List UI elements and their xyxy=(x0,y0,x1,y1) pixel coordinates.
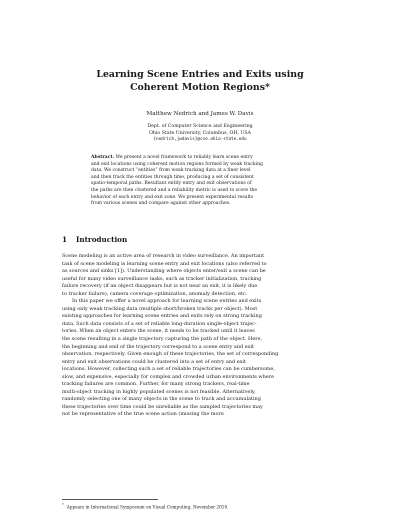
affiliation-university: Ohio State University, Columbus, OH, USA xyxy=(149,130,251,136)
abstract-line: the paths are then clustered and a reliability metric is used to score the xyxy=(91,187,258,193)
body-line: not be representative of the true scene action (missing the more xyxy=(62,411,224,418)
body-line: useful for many video surveillance tasks, such as tracker initialization, tracking xyxy=(62,275,262,282)
body-line: randomly selecting one of many objects in the scene to track and accumulating xyxy=(62,396,261,403)
body-line: slow, and expensive, especially for complex and crowded urban environments where xyxy=(62,373,275,380)
body-line: Scene modeling is an active area of research in video surveillance. An important xyxy=(62,253,265,259)
section-number: 1 xyxy=(62,235,68,244)
abstract-label: Abstract. xyxy=(91,155,115,160)
footnote-mark: * xyxy=(62,503,64,507)
body-line: multi-object tracking in highly populated scenes is not feasible. Alternatively, xyxy=(62,388,256,395)
footnote xyxy=(62,502,228,510)
footnote-rule xyxy=(62,499,158,500)
body-line: In this paper we offer a novel approach for learning scene entries and exits xyxy=(72,298,262,305)
abstract-line: behavior of each entry and exit zone. We present experimental results xyxy=(91,194,254,200)
abstract-line: spatio-temporal paths. Resultant entity entry and exit observations of xyxy=(91,181,252,187)
paragraph-2 xyxy=(62,298,338,419)
abstract-line xyxy=(91,155,309,162)
body-line: the scene resulting in a single trajectory capturing the path of the object. Here, xyxy=(62,336,263,343)
abstract-line-text: We present a novel framework to reliably learn scene entry xyxy=(115,155,253,160)
footnote-text: Appears in International Symposium on Visual Computing, November 2010. xyxy=(66,504,229,510)
abstract-line: data. We construct “entities” from weak tracking data at a finer level xyxy=(91,168,251,174)
paper-title xyxy=(0,69,400,94)
body-line: failure recovery (if an object disappears but is not near an exit, it is likely due xyxy=(62,283,258,290)
paragraph-1 xyxy=(62,253,338,298)
body-line: observation, respectively. Given enough of these trajectories, the set of corresponding xyxy=(62,351,279,358)
abstract-line: and then track the entities through time, producing a set of consistent xyxy=(91,174,254,180)
abstract-line: and exit locations using coherent motion regions formed by weak tracking xyxy=(91,161,263,167)
affiliation-dept: Dept. of Computer Science and Engineering xyxy=(147,124,253,129)
title-line-1: Learning Scene Entries and Exits using xyxy=(96,69,304,80)
body-line: entry and exit observations could be clustered into a set of entry and exit xyxy=(62,358,246,365)
title-line-2: Coherent Motion Regions* xyxy=(130,81,270,93)
abstract xyxy=(91,155,309,208)
body-line: as sources and sinks [1]). Understanding where objects enter/exit a scene can be xyxy=(62,268,266,275)
body-line: locations. However, collecting such a set of reliable trajectories can be cumbersome, xyxy=(62,366,275,373)
body-line: tracking failures are common. Further, for many strong trackers, real-time xyxy=(62,381,250,388)
abstract-line: from various scenes and compare against other approaches. xyxy=(91,201,231,207)
section-title: Introduction xyxy=(76,235,128,244)
body-line: using only weak tracking data (multiple short/broken tracks per object). Most xyxy=(62,305,258,312)
body-line: task of scene modeling is learning scene entry and exit locations (also referred to xyxy=(62,260,267,267)
body-line: the beginning and end of the trajectory correspond to a scene entry and exit xyxy=(62,343,255,350)
section-heading xyxy=(62,235,127,245)
body-line: tories. When an object enters the scene, it needs to be tracked until it leaves xyxy=(62,328,255,335)
body-text xyxy=(62,253,338,419)
body-line: data. Such data consists of a set of reliable long-duration single-object trajec- xyxy=(62,320,257,327)
body-line: to tracker failure), camera coverage optimization, anomaly detection, etc. xyxy=(62,290,248,297)
affiliation-email: {nedrich,jwdavis}@cse.ohio-state.edu xyxy=(153,137,247,143)
body-line: existing approaches for learning scene entries and exits rely on strong tracking xyxy=(62,313,262,320)
affiliation xyxy=(0,124,400,144)
author-list: Matthew Nedrich and James W. Davis xyxy=(146,111,254,117)
body-line: these trajectories over time could be unreliable as the sampled trajectories may xyxy=(62,403,263,410)
